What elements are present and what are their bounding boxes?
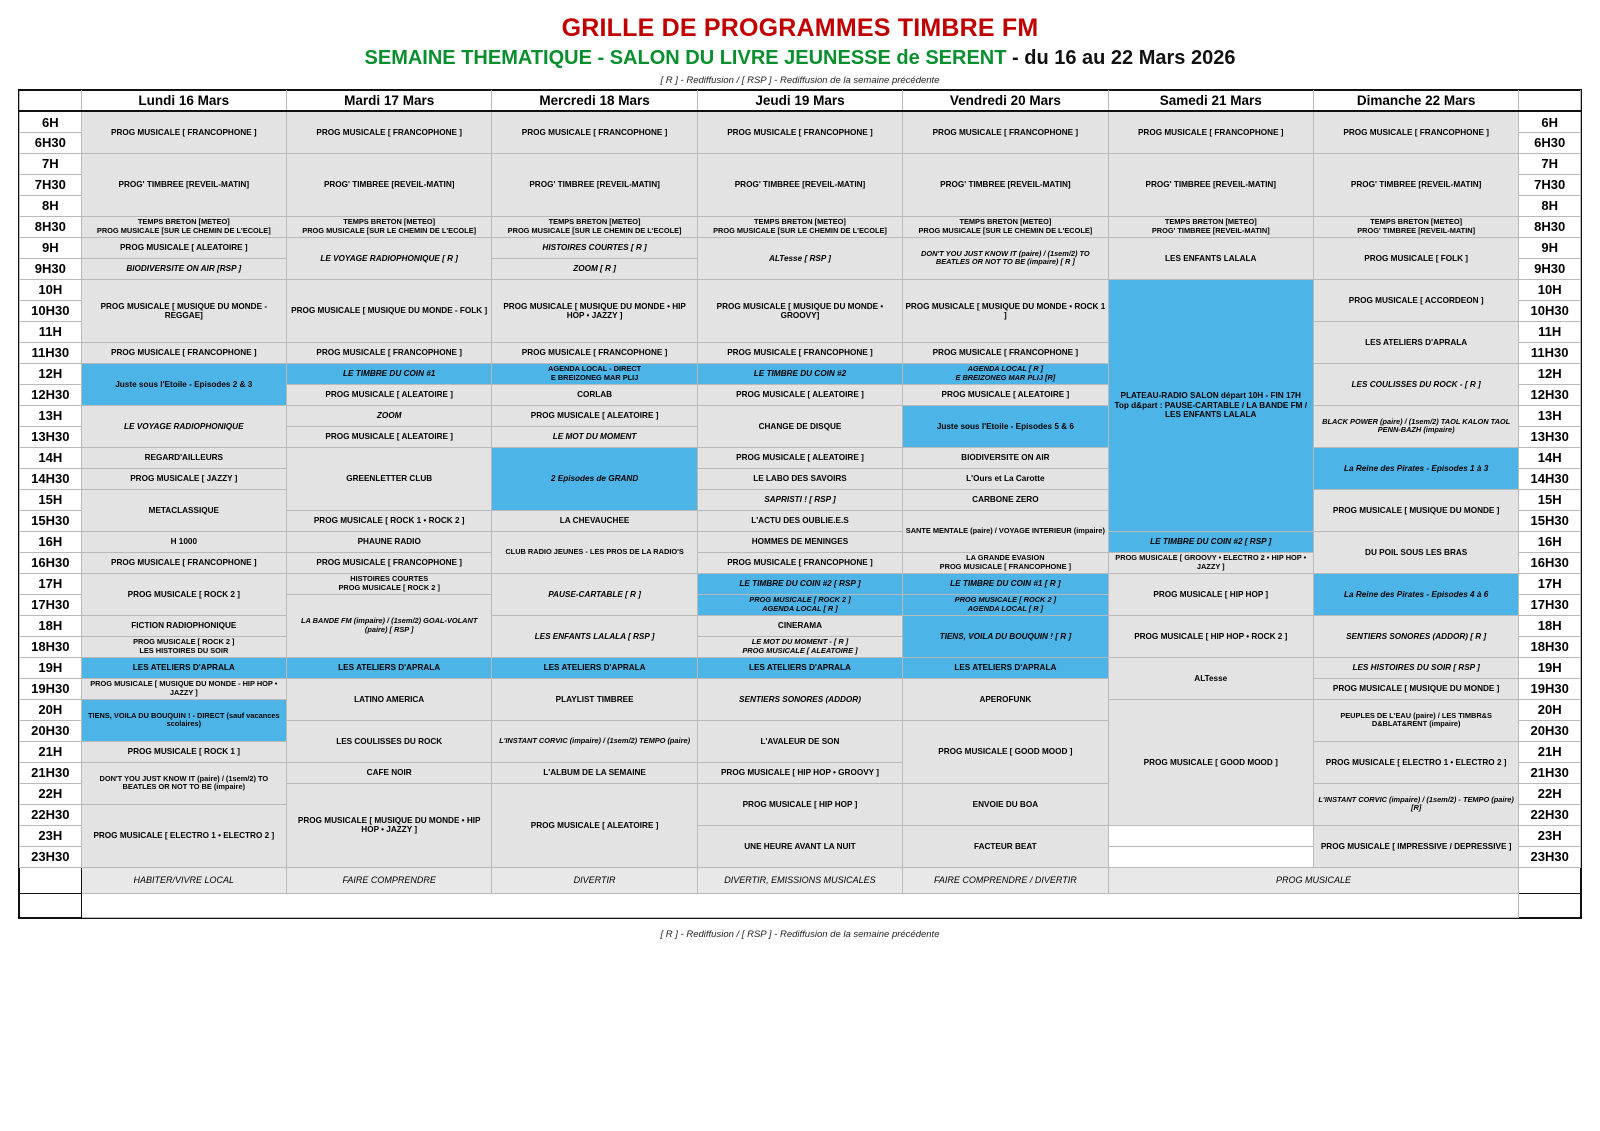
programme-slot-jeudi: PROG' TIMBREE [REVEIL-MATIN]: [697, 153, 902, 216]
hour-label-right: 10H: [1519, 279, 1581, 300]
programme-table: [19, 90, 1581, 918]
programme-slot-vendredi: Juste sous l'Etoile - Episodes 5 & 6: [903, 405, 1108, 447]
grid-row: [20, 678, 1581, 699]
hour-label-right: 13H30: [1519, 426, 1581, 447]
programme-slot-jeudi: PROG MUSICALE [ MUSIQUE DU MONDE • GROOVY]: [697, 279, 902, 342]
hour-label-left: 7H: [20, 153, 82, 174]
programme-slot-vendredi: APEROFUNK: [903, 678, 1108, 720]
programme-slot-vendredi: LE TIMBRE DU COIN #1 [ R ]: [903, 573, 1108, 594]
hour-label-left: 9H30: [20, 258, 82, 279]
page-subtitle: [0, 45, 1600, 71]
programme-slot-mardi: PROG MUSICALE [ MUSIQUE DU MONDE - FOLK ]: [287, 279, 492, 342]
hour-label-right: 10H30: [1519, 300, 1581, 321]
programme-slot-dimanche: LES ATELIERS D'APRALA: [1313, 321, 1518, 363]
programme-slot-jeudi: CHANGE DE DISQUE: [697, 405, 902, 447]
programme-slot-mercredi: HISTOIRES COURTES [ R ]: [492, 237, 697, 258]
grid-frame: [18, 89, 1582, 919]
programme-slot-mardi: HISTOIRES COURTES PROG MUSICALE [ ROCK 2 ]: [287, 573, 492, 594]
page-subtitle-dates: - du 16 au 22 Mars 2026: [1006, 46, 1236, 69]
programme-slot-vendredi: PROG MUSICALE [ GOOD MOOD ]: [903, 720, 1108, 783]
category-jeudi: DIVERTIR, EMISSIONS MUSICALES: [697, 867, 902, 893]
hour-label-right: 15H: [1519, 489, 1581, 510]
hour-label-left: 15H: [20, 489, 82, 510]
programme-slot-lundi: METACLASSIQUE: [81, 489, 286, 531]
programme-slot-dimanche: La Reine des Pirates - Episodes 1 à 3: [1313, 447, 1518, 489]
hour-label-right: 12H30: [1519, 384, 1581, 405]
programme-slot-mercredi: PROG' TIMBREE [REVEIL-MATIN]: [492, 153, 697, 216]
corner-right: [1519, 90, 1581, 111]
hour-label-left: 13H30: [20, 426, 82, 447]
programme-slot-jeudi: LE MOT DU MOMENT - [ R ] PROG MUSICALE [ ALEATOIRE ]: [697, 636, 902, 657]
programme-slot-mardi: PROG MUSICALE [ ROCK 1 • ROCK 2 ]: [287, 510, 492, 531]
programme-slot-jeudi: LE TIMBRE DU COIN #2: [697, 363, 902, 384]
programme-slot-lundi: LES ATELIERS D'APRALA: [81, 657, 286, 678]
programme-slot-mercredi: PLAYLIST TIMBREE: [492, 678, 697, 720]
programme-slot-mardi: TEMPS BRETON [METEO] PROG MUSICALE [SUR LE CHEMIN DE L'ECOLE]: [287, 216, 492, 237]
programme-slot-samedi: PROG MUSICALE [ HIP HOP • ROCK 2 ]: [1108, 615, 1313, 657]
day-header-samedi: Samedi 21 Mars: [1108, 90, 1313, 111]
hour-label-right: 20H: [1519, 699, 1581, 720]
programme-slot-jeudi: PROG MUSICALE [ ALEATOIRE ]: [697, 447, 902, 468]
programme-slot-jeudi: PROG MUSICALE [ HIP HOP ]: [697, 783, 902, 825]
grid-row: [20, 216, 1581, 237]
programme-slot-mercredi: L'ALBUM DE LA SEMAINE: [492, 762, 697, 783]
footer-blank-right: [1519, 893, 1581, 917]
programme-slot-lundi: LE VOYAGE RADIOPHONIQUE: [81, 405, 286, 447]
programme-slot-lundi: H 1000: [81, 531, 286, 552]
programme-slot-vendredi: L'Ours et La Carotte: [903, 468, 1108, 489]
programme-slot-vendredi: PROG MUSICALE [ ALEATOIRE ]: [903, 384, 1108, 405]
programme-slot-vendredi: DON'T YOU JUST KNOW IT (paire) / (1sem/2) TO BEATLES OR NOT TO BE (impaire) [ R ]: [903, 237, 1108, 279]
programme-slot-jeudi: PROG MUSICALE [ HIP HOP • GROOVY ]: [697, 762, 902, 783]
programme-slot-jeudi: LE TIMBRE DU COIN #2 [ RSP ]: [697, 573, 902, 594]
day-header-lundi: Lundi 16 Mars: [81, 90, 286, 111]
programme-slot-vendredi: PROG' TIMBREE [REVEIL-MATIN]: [903, 153, 1108, 216]
programme-slot-lundi: TEMPS BRETON [METEO] PROG MUSICALE [SUR LE CHEMIN DE L'ECOLE]: [81, 216, 286, 237]
programme-slot-samedi: LES ENFANTS LALALA: [1108, 237, 1313, 279]
hour-label-right: 23H: [1519, 825, 1581, 846]
programme-slot-mardi: ZOOM: [287, 405, 492, 426]
day-header-jeudi: Jeudi 19 Mars: [697, 90, 902, 111]
programme-slot-lundi: TIENS, VOILA DU BOUQUIN ! - DIRECT (sauf vacances scolaires): [81, 699, 286, 741]
hour-label-right: 12H: [1519, 363, 1581, 384]
programme-slot-mercredi: PAUSE-CARTABLE [ R ]: [492, 573, 697, 615]
hour-label-right: 14H: [1519, 447, 1581, 468]
programme-slot-samedi: TEMPS BRETON [METEO] PROG' TIMBREE [REVEIL-MATIN]: [1108, 216, 1313, 237]
programme-slot-dimanche: LES COULISSES DU ROCK - [ R ]: [1313, 363, 1518, 405]
programme-slot-mardi: LES COULISSES DU ROCK: [287, 720, 492, 762]
programme-slot-mercredi: LA CHEVAUCHEE: [492, 510, 697, 531]
hour-label-right: 7H: [1519, 153, 1581, 174]
programme-slot-mardi: PROG MUSICALE [ MUSIQUE DU MONDE • HIP HOP • JAZZY ]: [287, 783, 492, 867]
programme-slot-jeudi: SENTIERS SONORES (ADDOR): [697, 678, 902, 720]
programme-slot-jeudi: L'AVALEUR DE SON: [697, 720, 902, 762]
grid-row: [20, 531, 1581, 552]
grid-row: [20, 615, 1581, 636]
hour-label-left: 14H30: [20, 468, 82, 489]
programme-slot-vendredi: PROG MUSICALE [ ROCK 2 ] AGENDA LOCAL [ R ]: [903, 594, 1108, 615]
programme-slot-mardi: PROG' TIMBREE [REVEIL-MATIN]: [287, 153, 492, 216]
hour-label-left: 21H30: [20, 762, 82, 783]
programme-slot-mardi: GREENLETTER CLUB: [287, 447, 492, 510]
hour-label-right: 15H30: [1519, 510, 1581, 531]
programme-slot-mercredi: AGENDA LOCAL - DIRECT E BREIZONEG MAR PLIJ: [492, 363, 697, 384]
programme-slot-dimanche: PROG' TIMBREE [REVEIL-MATIN]: [1313, 153, 1518, 216]
programme-slot-lundi: PROG MUSICALE [ ALEATOIRE ]: [81, 237, 286, 258]
hour-label-right: 9H: [1519, 237, 1581, 258]
hour-label-left: 22H: [20, 783, 82, 804]
programme-slot-mardi: LE VOYAGE RADIOPHONIQUE [ R ]: [287, 237, 492, 279]
hour-label-left: 7H30: [20, 174, 82, 195]
page-title: GRILLE DE PROGRAMMES TIMBRE FM: [561, 14, 1039, 42]
programme-slot-dimanche: La Reine des Pirates - Episodes 4 à 6: [1313, 573, 1518, 615]
programme-slot-jeudi: LE LABO DES SAVOIRS: [697, 468, 902, 489]
hour-label-left: 18H30: [20, 636, 82, 657]
hour-label-right: 6H30: [1519, 132, 1581, 153]
programme-slot-jeudi: CINERAMA: [697, 615, 902, 636]
programme-slot-mercredi: 2 Episodes de GRAND: [492, 447, 697, 510]
programme-slot-mercredi: CLUB RADIO JEUNES - LES PROS DE LA RADIO'S: [492, 531, 697, 573]
grid-row: [20, 657, 1581, 678]
programme-slot-lundi: Juste sous l'Etoile - Episodes 2 & 3: [81, 363, 286, 405]
hour-label-right: 8H30: [1519, 216, 1581, 237]
hour-label-right: 11H: [1519, 321, 1581, 342]
programme-slot-dimanche: BLACK POWER (paire) / (1sem/2) TAOL KALON TAOL PENN-BAZH (impaire): [1313, 405, 1518, 447]
programme-slot-samedi: LE TIMBRE DU COIN #2 [ RSP ]: [1108, 531, 1313, 552]
legend-bottom: [ R ] - Rediffusion / [ RSP ] - Rediffusion de la semaine précédente: [660, 928, 940, 940]
programme-slot-mercredi: CORLAB: [492, 384, 697, 405]
programme-slot-lundi: PROG MUSICALE [ FRANCOPHONE ]: [81, 552, 286, 573]
programme-slot-mardi: PROG MUSICALE [ FRANCOPHONE ]: [287, 552, 492, 573]
grid-row: [20, 237, 1581, 258]
legend-top: [ R ] - Rediffusion / [ RSP ] - Rediffusion de la semaine précédente: [660, 74, 940, 86]
programme-slot-lundi: PROG MUSICALE [ FRANCOPHONE ]: [81, 111, 286, 153]
hour-label-right: 8H: [1519, 195, 1581, 216]
programme-slot-dimanche: PROG MUSICALE [ ELECTRO 1 • ELECTRO 2 ]: [1313, 741, 1518, 783]
programme-slot-mercredi: PROG MUSICALE [ ALEATOIRE ]: [492, 783, 697, 867]
programme-slot-jeudi: PROG MUSICALE [ FRANCOPHONE ]: [697, 552, 902, 573]
programme-slot-samedi: PROG' TIMBREE [REVEIL-MATIN]: [1108, 153, 1313, 216]
programme-slot-mercredi: PROG MUSICALE [ MUSIQUE DU MONDE • HIP HOP • JAZZY ]: [492, 279, 697, 342]
programme-slot-lundi: FICTION RADIOPHONIQUE: [81, 615, 286, 636]
hour-label-left: 16H30: [20, 552, 82, 573]
footer-right-cap: [1519, 867, 1581, 893]
hour-label-left: 23H: [20, 825, 82, 846]
day-header-mercredi: Mercredi 18 Mars: [492, 90, 697, 111]
hour-label-left: 11H30: [20, 342, 82, 363]
hour-label-left: 17H: [20, 573, 82, 594]
programme-slot-lundi: PROG MUSICALE [ FRANCOPHONE ]: [81, 342, 286, 363]
programme-slot-jeudi: SAPRISTI ! [ RSP ]: [697, 489, 902, 510]
programme-slot-mercredi: PROG MUSICALE [ ALEATOIRE ]: [492, 405, 697, 426]
hour-label-left: 13H: [20, 405, 82, 426]
hour-label-right: 21H30: [1519, 762, 1581, 783]
programme-slot-dimanche: LES HISTOIRES DU SOIR [ RSP ]: [1313, 657, 1518, 678]
grid-row: [20, 363, 1581, 384]
programme-slot-dimanche: SENTIERS SONORES (ADDOR) [ R ]: [1313, 615, 1518, 657]
category-mardi: FAIRE COMPRENDRE: [287, 867, 492, 893]
programme-slot-vendredi: TIENS, VOILA DU BOUQUIN ! [ R ]: [903, 615, 1108, 657]
programme-slot-jeudi: HOMMES DE MENINGES: [697, 531, 902, 552]
programme-slot-jeudi: PROG MUSICALE [ FRANCOPHONE ]: [697, 342, 902, 363]
page-subtitle-theme: SEMAINE THEMATIQUE - SALON DU LIVRE JEUNESSE de SERENT: [364, 46, 1007, 69]
hour-label-left: 12H30: [20, 384, 82, 405]
hour-label-left: 14H: [20, 447, 82, 468]
hour-label-right: 11H30: [1519, 342, 1581, 363]
hour-label-left: 23H30: [20, 846, 82, 867]
hour-label-right: 17H30: [1519, 594, 1581, 615]
hour-label-left: 21H: [20, 741, 82, 762]
footer-blank-left: [20, 893, 82, 917]
programme-slot-mardi: LES ATELIERS D'APRALA: [287, 657, 492, 678]
programme-slot-mardi: CAFE NOIR: [287, 762, 492, 783]
hour-label-right: 18H30: [1519, 636, 1581, 657]
programme-slot-vendredi: TEMPS BRETON [METEO] PROG MUSICALE [SUR LE CHEMIN DE L'ECOLE]: [903, 216, 1108, 237]
programme-slot-lundi: BIODIVERSITE ON AIR [RSP ]: [81, 258, 286, 279]
hour-label-right: 19H30: [1519, 678, 1581, 699]
programme-slot-vendredi: ENVOIE DU BOA: [903, 783, 1108, 825]
day-header-dimanche: Dimanche 22 Mars: [1313, 90, 1518, 111]
hour-label-left: 6H: [20, 111, 82, 132]
programme-slot-lundi: PROG MUSICALE [ MUSIQUE DU MONDE - REGGAE]: [81, 279, 286, 342]
programme-slot-vendredi: SANTE MENTALE (paire) / VOYAGE INTERIEUR (impaire): [903, 510, 1108, 552]
programme-slot-mercredi: L'INSTANT CORVIC (impaire) / (1sem/2) TEMPO (paire): [492, 720, 697, 762]
hour-label-left: 9H: [20, 237, 82, 258]
hour-label-right: 6H: [1519, 111, 1581, 132]
programme-slot-mercredi: LES ENFANTS LALALA [ RSP ]: [492, 615, 697, 657]
hour-label-right: 14H30: [1519, 468, 1581, 489]
grid-row: [20, 111, 1581, 132]
programme-slot-mardi: PROG MUSICALE [ FRANCOPHONE ]: [287, 342, 492, 363]
grid-row: [20, 573, 1581, 594]
hour-label-left: 12H: [20, 363, 82, 384]
hour-label-left: 16H: [20, 531, 82, 552]
programme-slot-dimanche: PROG MUSICALE [ ACCORDEON ]: [1313, 279, 1518, 321]
programme-slot-jeudi: PROG MUSICALE [ ALEATOIRE ]: [697, 384, 902, 405]
table-header: [20, 90, 1581, 111]
programme-slot-dimanche: PROG MUSICALE [ IMPRESSIVE / DEPRESSIVE ]: [1313, 825, 1518, 867]
programme-slot-jeudi: LES ATELIERS D'APRALA: [697, 657, 902, 678]
grid-row: [20, 405, 1581, 426]
corner-left: [20, 90, 82, 111]
grid-row: [20, 279, 1581, 300]
table-body: [20, 111, 1581, 867]
programme-slot-vendredi: CARBONE ZERO: [903, 489, 1108, 510]
programme-slot-mercredi: ZOOM [ R ]: [492, 258, 697, 279]
programme-slot-dimanche: PROG MUSICALE [ MUSIQUE DU MONDE ]: [1313, 678, 1518, 699]
programme-slot-mercredi: LES ATELIERS D'APRALA: [492, 657, 697, 678]
hour-label-right: 19H: [1519, 657, 1581, 678]
hour-label-left: 10H30: [20, 300, 82, 321]
programme-slot-mardi: LE TIMBRE DU COIN #1: [287, 363, 492, 384]
programme-slot-lundi: PROG MUSICALE [ ELECTRO 1 • ELECTRO 2 ]: [81, 804, 286, 867]
programme-slot-vendredi: PROG MUSICALE [ FRANCOPHONE ]: [903, 342, 1108, 363]
hour-label-left: 15H30: [20, 510, 82, 531]
programme-slot-mardi: PROG MUSICALE [ FRANCOPHONE ]: [287, 111, 492, 153]
programme-slot-lundi: PROG MUSICALE [ ROCK 2 ] LES HISTOIRES DU SOIR: [81, 636, 286, 657]
programme-slot-jeudi: ALTesse [ RSP ]: [697, 237, 902, 279]
programme-slot-vendredi: AGENDA LOCAL [ R ] E BREIZONEG MAR PLIJ [R]: [903, 363, 1108, 384]
programme-slot-mardi: PROG MUSICALE [ ALEATOIRE ]: [287, 426, 492, 447]
programme-slot-dimanche: PROG MUSICALE [ FOLK ]: [1313, 237, 1518, 279]
programme-slot-lundi: REGARD'AILLEURS: [81, 447, 286, 468]
programme-slot-jeudi: UNE HEURE AVANT LA NUIT: [697, 825, 902, 867]
programme-slot-mardi: LATINO AMERICA: [287, 678, 492, 720]
programme-slot-mardi: PHAUNE RADIO: [287, 531, 492, 552]
programme-slot-jeudi: PROG MUSICALE [ FRANCOPHONE ]: [697, 111, 902, 153]
hour-label-right: 22H30: [1519, 804, 1581, 825]
category-weekend: PROG MUSICALE: [1108, 867, 1519, 893]
programme-slot-mercredi: PROG MUSICALE [ FRANCOPHONE ]: [492, 111, 697, 153]
hour-label-left: 19H30: [20, 678, 82, 699]
programme-slot-dimanche: L'INSTANT CORVIC (impaire) / (1sem/2) - TEMPO (paire) [R]: [1313, 783, 1518, 825]
hour-label-right: 20H30: [1519, 720, 1581, 741]
programme-slot-jeudi: TEMPS BRETON [METEO] PROG MUSICALE [SUR LE CHEMIN DE L'ECOLE]: [697, 216, 902, 237]
programme-slot-jeudi: L'ACTU DES OUBLIE.E.S: [697, 510, 902, 531]
programme-slot-dimanche: DU POIL SOUS LES BRAS: [1313, 531, 1518, 573]
hour-label-left: 20H30: [20, 720, 82, 741]
programme-slot-samedi: [1108, 846, 1313, 867]
hour-label-right: 23H30: [1519, 846, 1581, 867]
table-footer: [20, 867, 1581, 917]
programme-slot-dimanche: PROG MUSICALE [ MUSIQUE DU MONDE ]: [1313, 489, 1518, 531]
programme-slot-vendredi: PROG MUSICALE [ MUSIQUE DU MONDE • ROCK 1 ]: [903, 279, 1108, 342]
programme-slot-lundi: PROG MUSICALE [ MUSIQUE DU MONDE - HIP HOP • JAZZY ]: [81, 678, 286, 699]
hour-label-left: 8H30: [20, 216, 82, 237]
programme-slot-samedi: PROG MUSICALE [ GOOD MOOD ]: [1108, 699, 1313, 825]
programme-slot-mercredi: PROG MUSICALE [ FRANCOPHONE ]: [492, 342, 697, 363]
programme-slot-mardi: LA BANDE FM (impaire) / (1sem/2) GOAL-VOLANT (paire) [ RSP ]: [287, 594, 492, 657]
day-header-mardi: Mardi 17 Mars: [287, 90, 492, 111]
hour-label-right: 7H30: [1519, 174, 1581, 195]
programme-slot-dimanche: PEUPLES DE L'EAU (paire) / LES TIMBR&S D&BLAT&RENT (impaire): [1313, 699, 1518, 741]
category-mercredi: DIVERTIR: [492, 867, 697, 893]
hour-label-left: 20H: [20, 699, 82, 720]
programme-slot-lundi: PROG MUSICALE [ ROCK 1 ]: [81, 741, 286, 762]
programme-slot-lundi: DON'T YOU JUST KNOW IT (paire) / (1sem/2) TO BEATLES OR NOT TO BE (impaire): [81, 762, 286, 804]
hour-label-left: 22H30: [20, 804, 82, 825]
grid-row: [20, 153, 1581, 174]
hour-label-right: 21H: [1519, 741, 1581, 762]
programme-slot-vendredi: FACTEUR BEAT: [903, 825, 1108, 867]
hour-label-right: 16H: [1519, 531, 1581, 552]
programme-slot-vendredi: BIODIVERSITE ON AIR: [903, 447, 1108, 468]
hour-label-right: 13H: [1519, 405, 1581, 426]
category-vendredi: FAIRE COMPRENDRE / DIVERTIR: [903, 867, 1108, 893]
hour-label-left: 19H: [20, 657, 82, 678]
hour-label-right: 17H: [1519, 573, 1581, 594]
hour-label-right: 9H30: [1519, 258, 1581, 279]
programme-slot-samedi: ALTesse: [1108, 657, 1313, 699]
hour-label-right: 22H: [1519, 783, 1581, 804]
category-lundi: HABITER/VIVRE LOCAL: [81, 867, 286, 893]
hour-label-right: 16H30: [1519, 552, 1581, 573]
programme-slot-samedi: PLATEAU-RADIO SALON départ 10H - FIN 17H Top d&part : PAUSE-CARTABLE / LA BANDE FM / LES ENFANTS LALALA: [1108, 279, 1313, 531]
programme-slot-dimanche: PROG MUSICALE [ FRANCOPHONE ]: [1313, 111, 1518, 153]
programme-slot-samedi: [1108, 825, 1313, 846]
programme-slot-mercredi: TEMPS BRETON [METEO] PROG MUSICALE [SUR LE CHEMIN DE L'ECOLE]: [492, 216, 697, 237]
grid-row: [20, 447, 1581, 468]
programme-slot-vendredi: LA GRANDE EVASION PROG MUSICALE [ FRANCOPHONE ]: [903, 552, 1108, 573]
hour-label-left: 18H: [20, 615, 82, 636]
programme-slot-dimanche: TEMPS BRETON [METEO] PROG' TIMBREE [REVEIL-MATIN]: [1313, 216, 1518, 237]
hour-label-left: 8H: [20, 195, 82, 216]
programme-slot-mardi: PROG MUSICALE [ ALEATOIRE ]: [287, 384, 492, 405]
hour-label-left: 17H30: [20, 594, 82, 615]
programme-slot-samedi: PROG MUSICALE [ GROOVY • ELECTRO 2 • HIP HOP • JAZZY ]: [1108, 552, 1313, 573]
programme-slot-lundi: PROG' TIMBREE [REVEIL-MATIN]: [81, 153, 286, 216]
programme-slot-lundi: PROG MUSICALE [ ROCK 2 ]: [81, 573, 286, 615]
programme-slot-mercredi: LE MOT DU MOMENT: [492, 426, 697, 447]
programme-slot-jeudi: PROG MUSICALE [ ROCK 2 ] AGENDA LOCAL [ R ]: [697, 594, 902, 615]
hour-label-left: 11H: [20, 321, 82, 342]
footer-left-cap: [20, 867, 82, 893]
hour-label-right: 18H: [1519, 615, 1581, 636]
hour-label-left: 10H: [20, 279, 82, 300]
hour-label-left: 6H30: [20, 132, 82, 153]
title-block: [0, 0, 1600, 71]
programme-slot-samedi: PROG MUSICALE [ FRANCOPHONE ]: [1108, 111, 1313, 153]
programme-slot-samedi: PROG MUSICALE [ HIP HOP ]: [1108, 573, 1313, 615]
day-header-vendredi: Vendredi 20 Mars: [903, 90, 1108, 111]
programme-slot-vendredi: PROG MUSICALE [ FRANCOPHONE ]: [903, 111, 1108, 153]
programme-slot-lundi: PROG MUSICALE [ JAZZY ]: [81, 468, 286, 489]
grid-row: [20, 489, 1581, 510]
footer-blank: [81, 893, 1519, 917]
programme-slot-vendredi: LES ATELIERS D'APRALA: [903, 657, 1108, 678]
